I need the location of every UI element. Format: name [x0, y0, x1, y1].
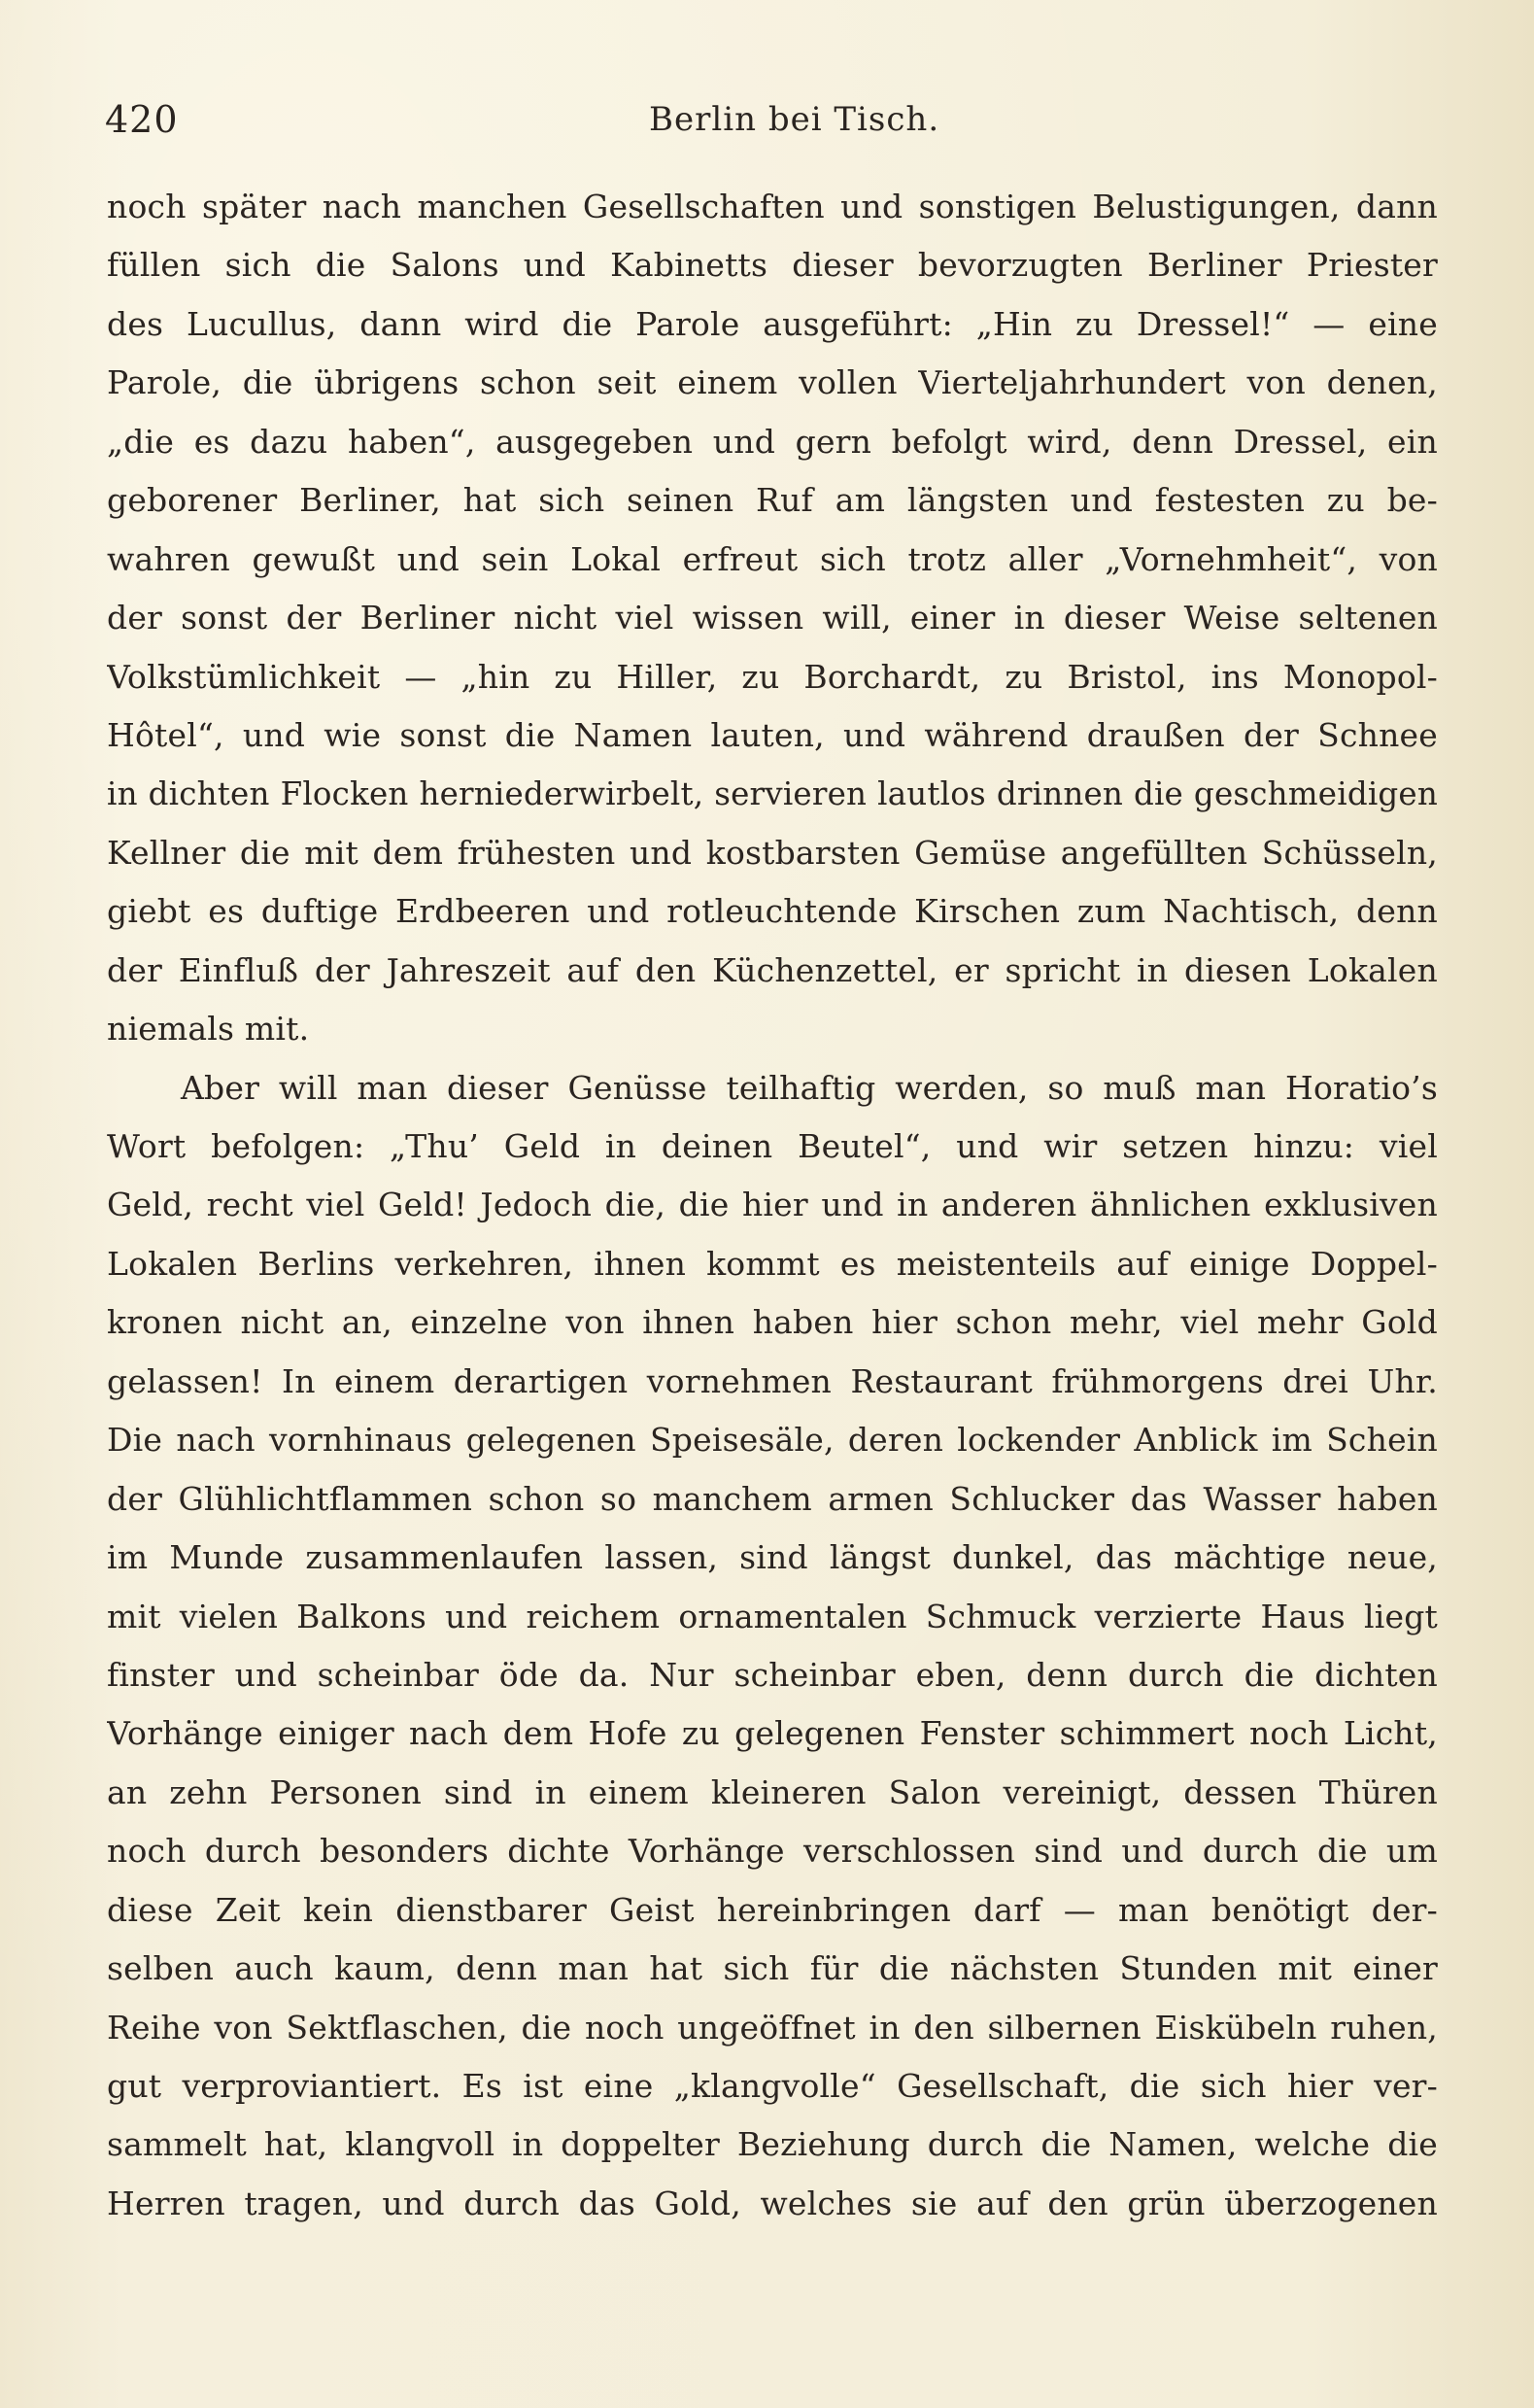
- text-line: in dichten Flocken herniederwirbelt, servieren lautlos drinnen die geschmeidigen: [107, 775, 1438, 813]
- text-line: des Lucullus, dann wird die Parole ausgeführt: „Hin zu Dressel!“ — eine: [107, 304, 1438, 343]
- text-line: gut verproviantiert. Es ist eine „klangvolle“ Gesellschaft, die sich hier ver-: [107, 2067, 1438, 2105]
- text-line: wahren gewußt und sein Lokal erfreut sich trotz aller „Vornehmheit“, von: [107, 539, 1438, 578]
- text-line: kronen nicht an, einzelne von ihnen haben hier schon mehr, viel mehr Gold: [107, 1303, 1438, 1342]
- text-line: Wort befolgen: „Thu’ Geld in deinen Beutel“, und wir setzen hinzu: viel: [107, 1127, 1438, 1165]
- text-line: Volkstümlichkeit — „hin zu Hiller, zu Borchardt, zu Bristol, ins Monopol-: [107, 657, 1438, 696]
- text-line: Geld, recht viel Geld! Jedoch die, die hier und in anderen ähnlichen exklusiven: [107, 1186, 1438, 1224]
- text-line: noch durch besonders dichte Vorhänge verschlossen sind und durch die um: [107, 1832, 1438, 1871]
- text-line: Kellner die mit dem frühesten und kostbarsten Gemüse angefüllten Schüsseln,: [107, 833, 1438, 872]
- page-number: 420: [105, 98, 179, 141]
- text-line: der Glühlichtflammen schon so manchem armen Schlucker das Wasser haben: [107, 1479, 1438, 1518]
- running-head: [105, 95, 1436, 144]
- text-line: niemals mit.: [107, 1010, 310, 1049]
- text-line: Hôtel“, und wie sonst die Namen lauten, und während draußen der Schnee: [107, 715, 1438, 754]
- text-line: selben auch kaum, denn man hat sich für die nächsten Stunden mit einer: [107, 1949, 1438, 1988]
- text-line: „die es dazu haben“, ausgegeben und gern befolgt wird, denn Dressel, ein: [107, 422, 1438, 461]
- text-line: Parole, die übrigens schon seit einem vollen Vierteljahrhundert von denen,: [107, 363, 1438, 402]
- text-line: Lokalen Berlins verkehren, ihnen kommt es meistenteils auf einige Doppel-: [107, 1244, 1438, 1283]
- text-line: gelassen! In einem derartigen vornehmen Restaurant frühmorgens drei Uhr.: [107, 1361, 1438, 1400]
- text-line: der Einfluß der Jahreszeit auf den Küchenzettel, er spricht in diesen Lokalen: [107, 950, 1438, 989]
- text-line: füllen sich die Salons und Kabinetts dieser bevorzugten Berliner Priester: [107, 246, 1438, 285]
- text-line: diese Zeit kein dienstbarer Geist hereinbringen darf — man benötigt der-: [107, 1890, 1438, 1929]
- text-line: Vorhänge einiger nach dem Hofe zu gelegenen Fenster schimmert noch Licht,: [107, 1714, 1438, 1753]
- text-line: Herren tragen, und durch das Gold, welches sie auf den grün überzogenen: [107, 2184, 1438, 2222]
- text-line: geborener Berliner, hat sich seinen Ruf am längsten und festesten zu be-: [107, 481, 1438, 520]
- text-line: der sonst der Berliner nicht viel wissen will, einer in dieser Weise seltenen: [107, 599, 1438, 637]
- text-line: finster und scheinbar öde da. Nur scheinbar eben, denn durch die dichten: [107, 1655, 1438, 1694]
- text-line: Reihe von Sektflaschen, die noch ungeöffnet in den silbernen Eiskübeln ruhen,: [107, 2008, 1438, 2047]
- text-line: im Munde zusammenlaufen lassen, sind längst dunkel, das mächtige neue,: [107, 1538, 1438, 1577]
- text-line: sammelt hat, klangvoll in doppelter Beziehung durch die Namen, welche die: [107, 2125, 1438, 2164]
- text-line: noch später nach manchen Gesellschaften und sonstigen Belustigungen, dann: [107, 188, 1438, 225]
- text-line: mit vielen Balkons und reichem ornamentalen Schmuck verzierte Haus liegt: [107, 1597, 1438, 1635]
- text-line: an zehn Personen sind in einem kleineren Salon vereinigt, dessen Thüren: [107, 1772, 1438, 1811]
- text-line: Aber will man dieser Genüsse teilhaftig werden, so muß man Horatio’s: [181, 1068, 1438, 1107]
- running-title: Berlin bei Tisch.: [649, 100, 940, 139]
- text-line: Die nach vornhinaus gelegenen Speisesäle, deren lockender Anblick im Schein: [107, 1421, 1438, 1460]
- text-line: giebt es duftige Erdbeeren und rotleuchtende Kirschen zum Nachtisch, denn: [107, 892, 1438, 931]
- body-text: [107, 178, 1438, 2233]
